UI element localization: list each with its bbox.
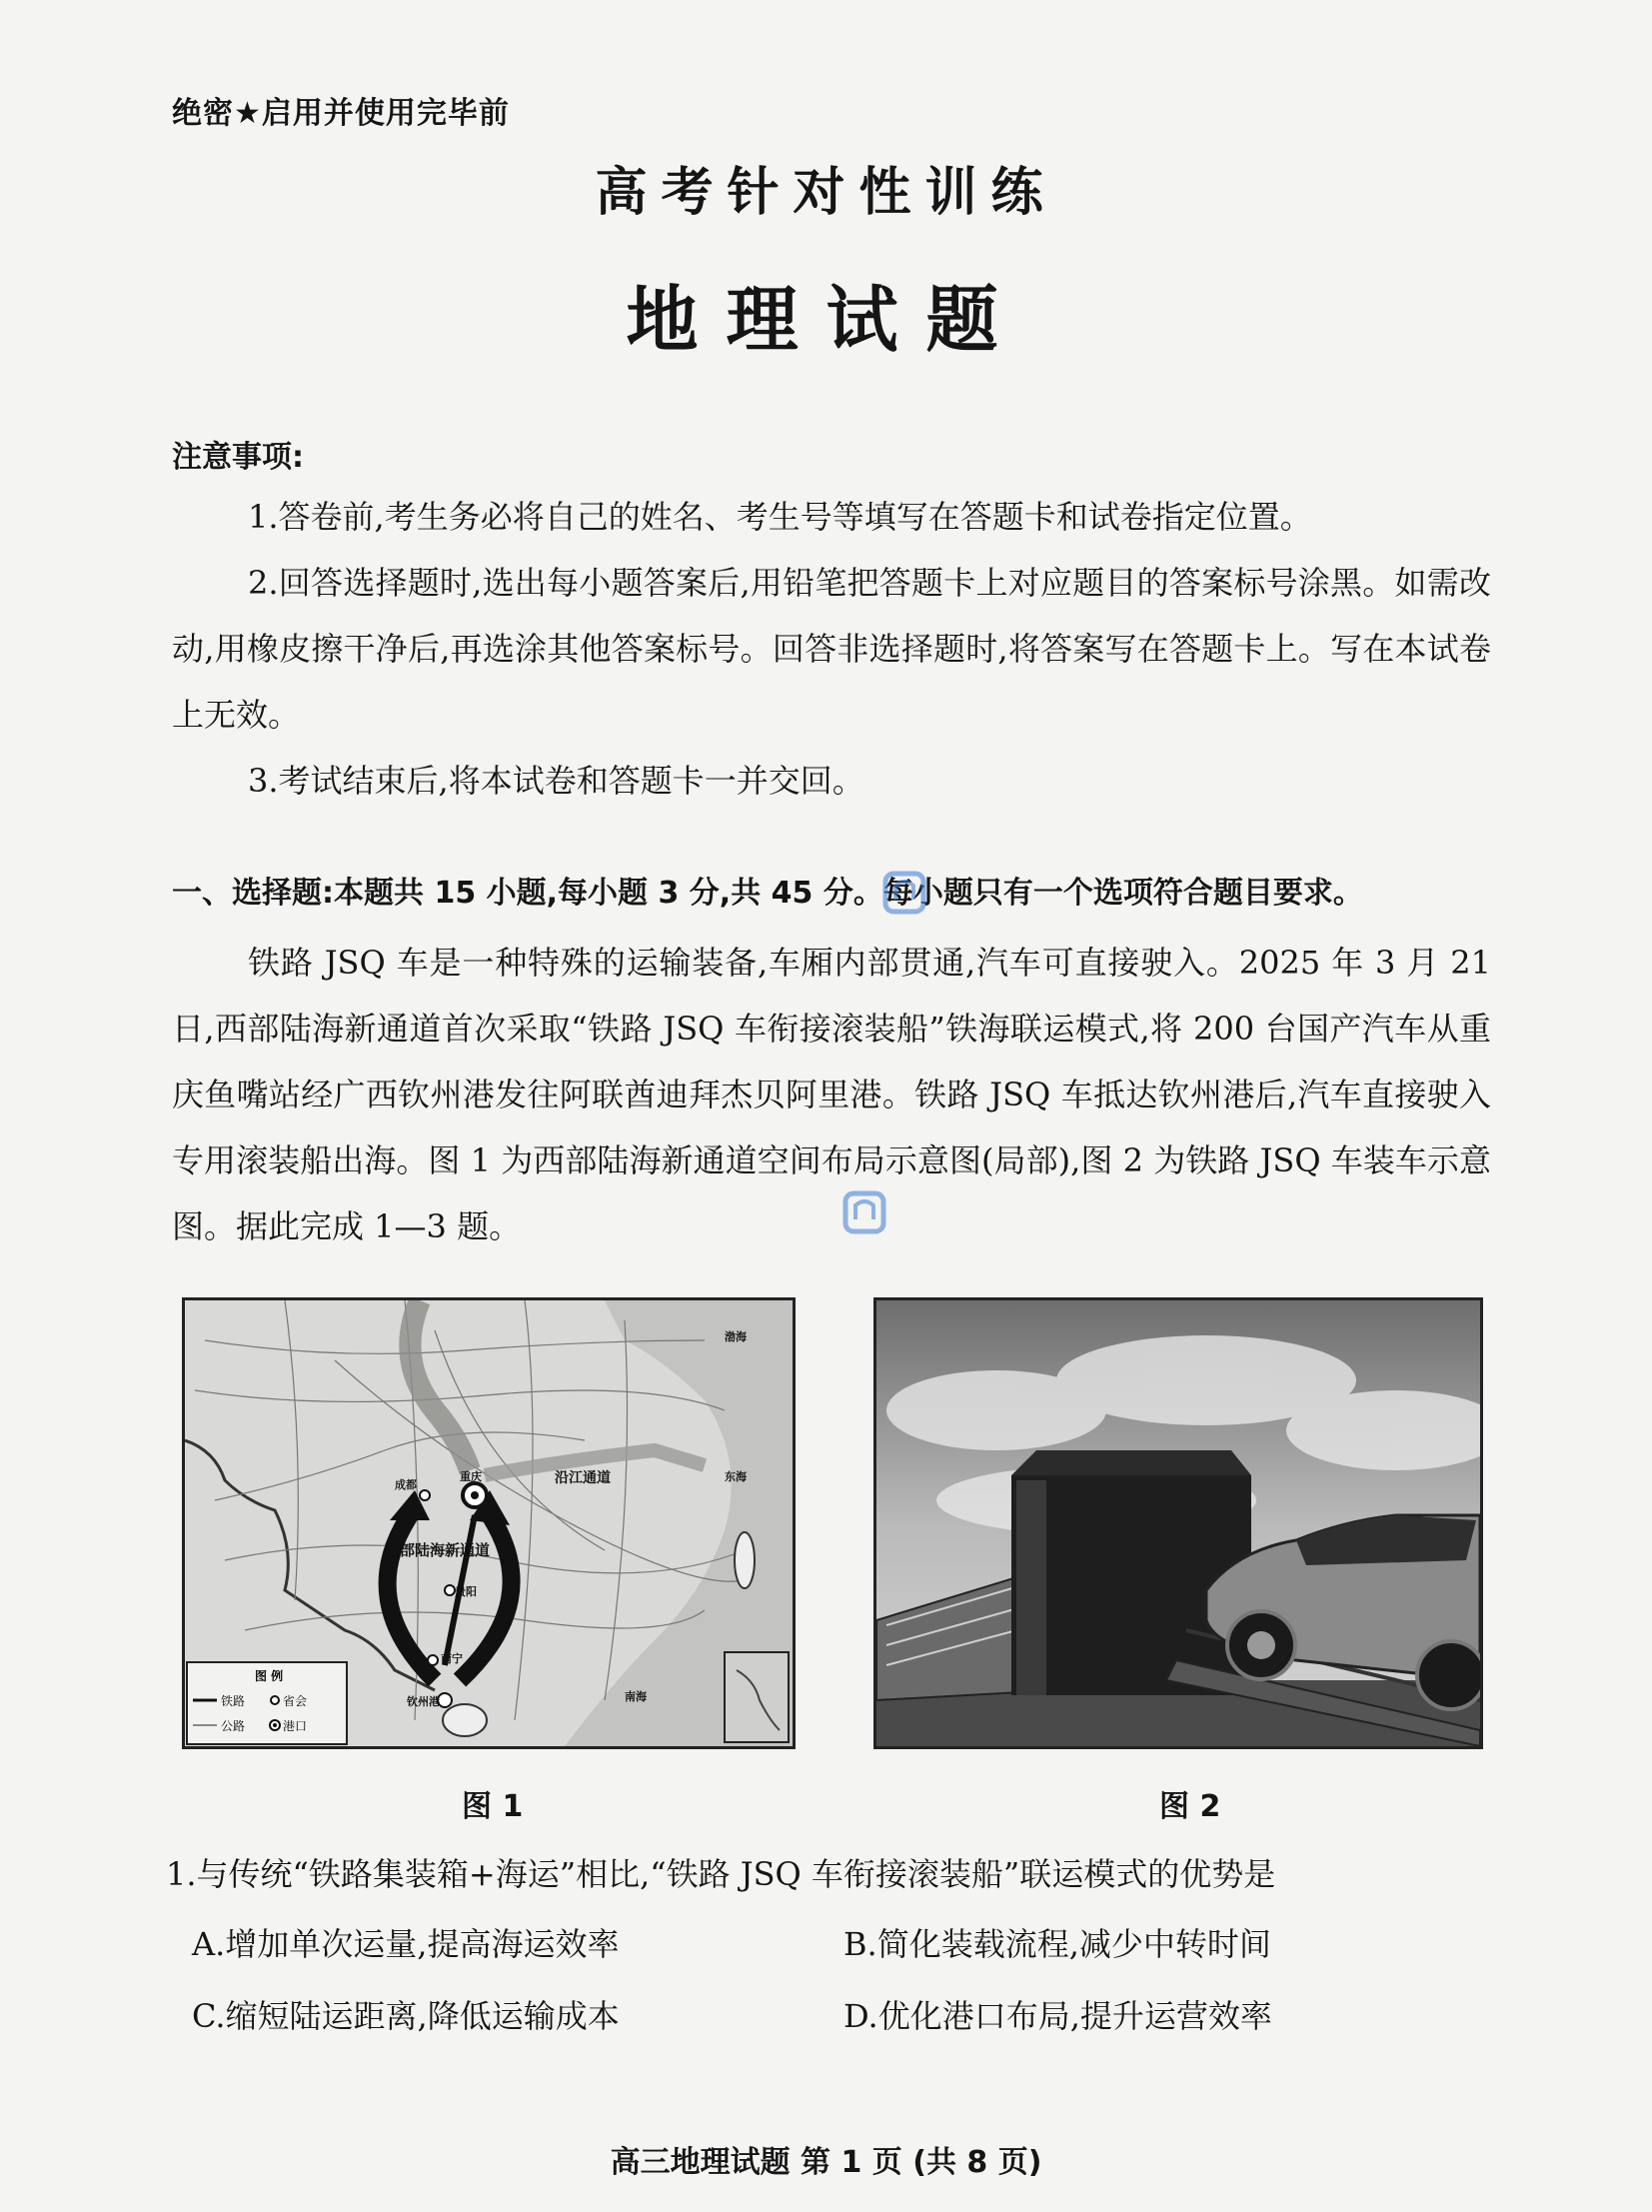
subject-title: 地理试题 — [626, 277, 1026, 362]
figure-1-caption: 图 1 — [462, 1789, 524, 1824]
figure-1-map — [182, 1297, 796, 1749]
map-label-guiyang: 贵阳 — [455, 1585, 477, 1598]
legend-highway: 公路 — [221, 1719, 246, 1733]
question-1-option-d: D.优化港口布局,提升运营效率 — [843, 1997, 1272, 2035]
map-label-chengdu: 成都 — [395, 1478, 417, 1491]
map-label-east-sea: 东海 — [725, 1470, 747, 1483]
map-label-nanning: 南宁 — [441, 1652, 463, 1665]
map-label-south-sea: 南海 — [625, 1690, 647, 1703]
legend-capital: 省会 — [283, 1694, 308, 1708]
map-label-western-corridor: 西部陆海新通道 — [385, 1541, 491, 1559]
notice-item-1: 1.答卷前,考生务必将自己的姓名、考生号等填写在答题卡和试卷指定位置。 — [248, 498, 1312, 536]
exam-title: 高考针对性训练 — [595, 162, 1057, 223]
question-1-option-b: B.简化装载流程,减少中转时间 — [843, 1925, 1271, 1963]
map-label-yangtze-corridor: 沿江通道 — [555, 1470, 611, 1486]
question-1-stem: 1.与传统“铁路集装箱+海运”相比,“铁路 JSQ 车衔接滚装船”联运模式的优势是 — [166, 1855, 1276, 1893]
notice-heading: 注意事项: — [172, 440, 304, 475]
map-label-chongqing: 重庆 — [460, 1470, 482, 1483]
notice-item-3: 3.考试结束后,将本试卷和答题卡一并交回。 — [248, 762, 864, 800]
legend-title: 图 例 — [255, 1669, 284, 1683]
watermark-logo — [879, 860, 1079, 930]
material-intro: 铁路 JSQ 车是一种特殊的运输装备,车厢内部贯通,汽车可直接驶入。2025 年 3 月 21 日,西部陆海新通道首次采取“铁路 JSQ 车衔接滚装船”铁海联运模式,将 200 台国产汽车从重庆鱼嘴站经广西钦州港发往阿联酋迪拜杰贝阿里港。铁路 JSQ 车抵达钦州港后,汽车直接驶入专用滚装船出海。图 1 为西部陆海新通道空间布局示意图(局部),图 2 为铁路 JSQ 车装车示意图。据此完成 1—3 题。 — [172, 944, 1491, 1245]
page-footer: 高三地理试题 第 1 页 (共 8 页) — [610, 2145, 1042, 2180]
legend-railway: 铁路 — [221, 1694, 246, 1708]
confidential-label: 绝密★启用并使用完毕前 — [172, 96, 510, 131]
watermark-logo — [839, 1179, 1039, 1249]
map-legend — [187, 1662, 347, 1744]
question-1-option-c: C.缩短陆运距离,降低运输成本 — [192, 1997, 620, 2035]
figure-2-caption: 图 2 — [1159, 1789, 1221, 1824]
legend-port: 港口 — [283, 1719, 308, 1733]
map-label-qinzhou: 钦州港 — [407, 1695, 440, 1708]
figure-2-photo — [873, 1297, 1483, 1749]
question-1-option-a: A.增加单次运量,提高海运效率 — [192, 1925, 620, 1963]
notice-item-2: 2.回答选择题时,选出每小题答案后,用铅笔把答题卡上对应题目的答案标号涂黑。如需改动,用橡皮擦干净后,再选涂其他答案标号。回答非选择题时,将答案写在答题卡上。写在本试卷上无效。 — [172, 564, 1491, 734]
section-heading: 一、选择题:本题共 15 小题,每小题 3 分,共 45 分。每小题只有一个选项符合题目要求。 — [172, 876, 1363, 911]
map-label-bohai: 渤海 — [725, 1330, 747, 1343]
